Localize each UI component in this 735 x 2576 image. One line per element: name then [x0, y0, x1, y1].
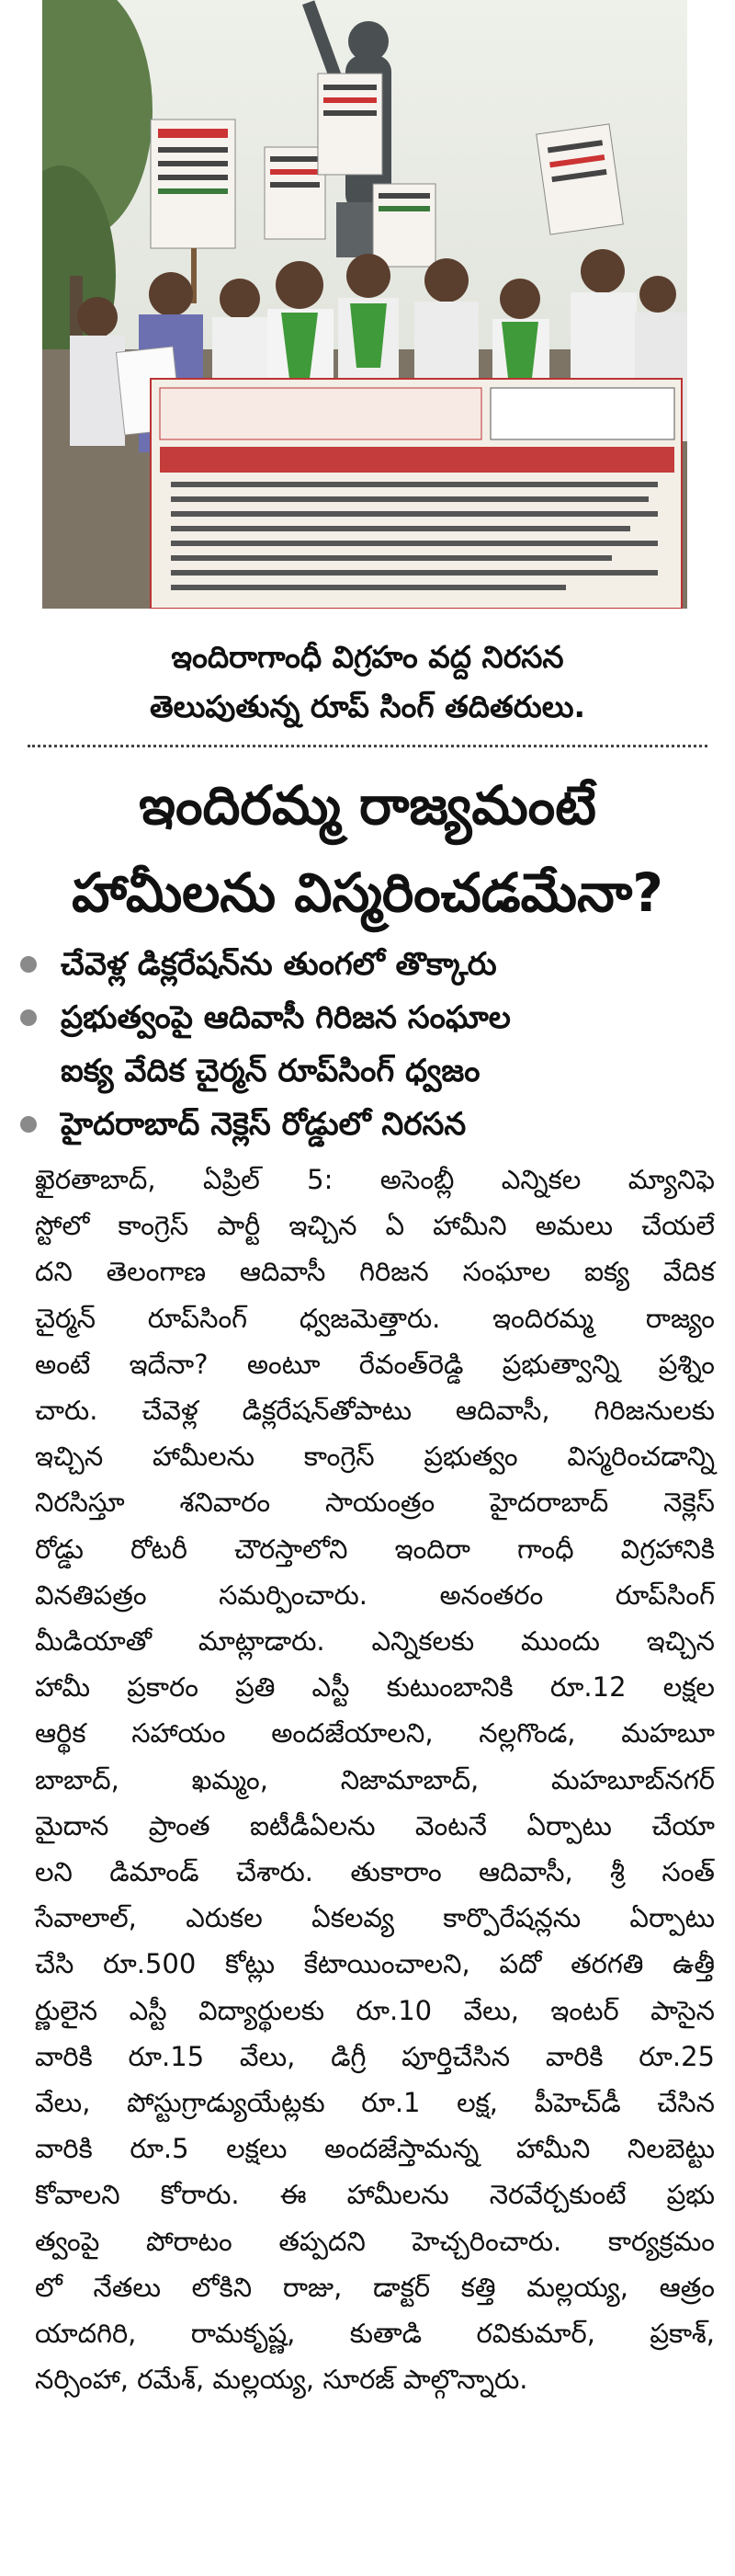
photo-caption-line-1: ఇందిరాగాంధీ విగ్రహం వద్ద నిరసన — [171, 639, 564, 675]
article-line: మీడియాతో మాట్లాడారు. ఎన్నికలకు ముందు ఇచ్చిన — [35, 1625, 715, 1658]
highlight-text: ప్రభుత్వంపై ఆదివాసీ గిరిజన సంఘాల — [61, 999, 511, 1036]
bullet-dot-icon — [20, 956, 37, 973]
article-line: కోవాలని కోరారు. ఈ హామీలను నెరవేర్చకుంటే ప్రభు — [35, 2179, 715, 2211]
article-line: లని డిమాండ్ చేశారు. తుకారాం ఆదివాసీ, శ్రీ సంత్ — [35, 1856, 715, 1888]
highlights-list — [20, 938, 718, 1151]
bullet-dot-icon — [20, 1116, 37, 1133]
article-line: వారికి రూ.5 లక్షలు అందజేస్తామన్న హామీని నిలబెట్టు — [35, 2133, 715, 2165]
article-line: నిరసిస్తూ శనివారం సాయంత్రం హైదరాబాద్ నెక్లెస్ — [35, 1487, 715, 1519]
article-line: ర్ణులైన ఎస్టీ విద్యార్థులకు రూ.10 వేలు, ఇంటర్ పాసైన — [35, 1994, 715, 2026]
article-line: చైర్మన్ రూప్‌సింగ్ ధ్వజమెత్తారు. ఇందిరమ్మ రాజ్యం — [35, 1302, 715, 1334]
article-line: స్టోలో కాంగ్రెస్ పార్టీ ఇచ్చిన ఏ హామీని అమలు చేయలే — [35, 1210, 715, 1242]
article-line: మైదాన ప్రాంత ఐటీడీఏలను వెంటనే ఏర్పాటు చేయా — [35, 1809, 715, 1841]
article-line: నర్సింహా, రమేశ్, మల్లయ్య, సూరజ్ పాల్గొన్నారు. — [35, 2364, 528, 2396]
article-line: లో నేతలు లోకిని రాజు, డాక్టర్ కత్తి మల్లయ్య, ఆత్రం — [35, 2271, 715, 2303]
protest-photo-illustration — [42, 0, 687, 609]
article-body — [35, 1157, 715, 2402]
article-line: చేసి రూ.500 కోట్లు కేటాయించాలని, పదో తరగతి ఉత్తీ — [35, 1948, 715, 1980]
article-line: ఆర్థిక సహాయం అందజేయాలని, నల్లగొండ, మహబూ — [35, 1717, 715, 1750]
highlight-item — [20, 1098, 718, 1151]
article-line: దని తెలంగాణ ఆదివాసీ గిరిజన సంఘాల ఐక్య వేదిక — [35, 1256, 715, 1288]
article-line: వేలు, పోస్టుగ్రాడ్యుయేట్లకు రూ.1 లక్ష, పీహెచ్‌డీ చేసిన — [35, 2087, 715, 2119]
article-line: వారికి రూ.15 వేలు, డిగ్రీ పూర్తిచేసిన వారికి రూ.25 — [35, 2040, 715, 2072]
highlight-text: ఐక్య వేదిక చైర్మన్ రూప్‌సింగ్ ధ్వజం — [61, 1053, 481, 1089]
highlight-text: చేవెళ్ల డిక్లరేషన్‌ను తుంగలో తొక్కారు — [61, 946, 497, 983]
protest-banner — [151, 379, 682, 609]
article-line: యాదగిరి, రామకృష్ణ, కుతాడి రవికుమార్, ప్రకాశ్, — [35, 2318, 715, 2350]
article-line: ఇచ్చిన హామీలను కాంగ్రెస్ ప్రభుత్వం విస్మరించడాన్ని — [35, 1441, 715, 1473]
placard-right-center — [373, 184, 435, 267]
highlight-item — [20, 991, 718, 1098]
article-line: ఖైరతాబాద్, ఏప్రిల్ 5: అసెంబ్లీ ఎన్నికల మ్యానిఫె — [35, 1164, 715, 1195]
headline-line-2: హామీలను విస్మరించడమేనా? — [72, 861, 663, 924]
article-line: హామీ ప్రకారం ప్రతి ఎస్టీ కుటుంబానికి రూ.12 లక్షల — [35, 1671, 715, 1704]
placard-center — [318, 74, 382, 175]
photo-caption-line-2: తెలుపుతున్న రూప్ సింగ్ తదితరులు. — [149, 689, 586, 724]
article-line: బాబాద్, ఖమ్మం, నిజామాబాద్, మహబూబ్‌నగర్ — [35, 1763, 715, 1795]
article-line: అంటే ఇదేనా? అంటూ రేవంత్‌రెడ్డి ప్రభుత్వాన్ని ప్రశ్నిం — [35, 1348, 715, 1380]
placard-mid — [265, 147, 325, 239]
article-line: సేవాలాల్, ఎరుకల ఏకలవ్య కార్పొరేషన్లను ఏర్పాటు — [35, 1902, 715, 1934]
article-line: చారు. చేవెళ్ల డిక్లరేషన్‌తోపాటు ఆదివాసీ, గిరిజనులకు — [35, 1395, 715, 1427]
article-line: వినతిపత్రం సమర్పించారు. అనంతరం రూప్‌సింగ్ — [35, 1579, 715, 1611]
article-line: త్వంపై పోరాటం తప్పదని హెచ్చరించారు. కార్యక్రమం — [35, 2225, 715, 2257]
placard-right — [537, 124, 624, 234]
highlight-text: హైదరాబాద్ నెక్లెస్ రోడ్డులో నిరసన — [61, 1106, 467, 1143]
caption-divider — [28, 745, 707, 747]
article-line: రోడ్డు రోటరీ చౌరస్తాలోని ఇందిరా గాంధీ విగ్రహానికి — [35, 1533, 715, 1565]
highlight-item — [20, 938, 718, 991]
headline-line-1: ఇందిరమ్మ రాజ్యమంటే — [139, 774, 596, 837]
bullet-dot-icon — [20, 1009, 37, 1026]
news-photo — [42, 0, 687, 609]
